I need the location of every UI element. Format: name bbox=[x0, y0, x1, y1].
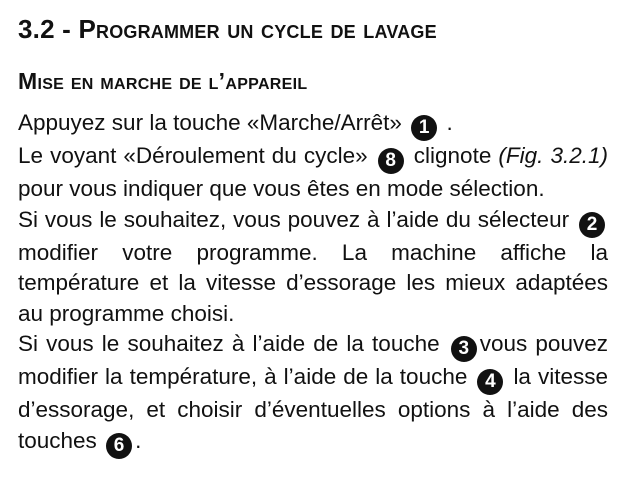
text: Si vous le souhaitez à l’aide de la touche bbox=[18, 331, 440, 356]
text: la vitesse d’essorage, et choisir d’éventuelles options à l’aide des touches bbox=[18, 364, 608, 453]
text: modifier votre programme. La machine affiche la température et la vitesse d’essorage les mieux adaptées au programme choisi. bbox=[18, 239, 608, 326]
text: . bbox=[446, 110, 453, 135]
paragraph-cycle-indicator bbox=[18, 141, 608, 205]
text: Appuyez sur la touche «Marche/Arrêt» bbox=[18, 110, 402, 135]
number-badge-6: 6 bbox=[106, 433, 132, 459]
figure-reference: (Fig. 3.2.1) bbox=[498, 143, 608, 168]
text: vous pouvez modifier la température, à l’aide de la touche bbox=[18, 331, 608, 389]
text: Si vous le souhaitez, vous pouvez à l’aide du sélecteur bbox=[18, 206, 570, 232]
section-heading: 3.2 - Programmer un cycle de lavage bbox=[18, 14, 437, 44]
number-badge-4: 4 bbox=[477, 369, 503, 395]
number-badge-3: 3 bbox=[451, 336, 477, 362]
instructions-body bbox=[18, 108, 608, 459]
text: pour vous indiquer que vous êtes en mode sélection. bbox=[18, 176, 545, 201]
text: Le voyant «Déroulement du cycle» bbox=[18, 143, 368, 168]
text: clignote bbox=[413, 143, 492, 168]
paragraph-selector bbox=[18, 205, 608, 330]
number-badge-2: 2 bbox=[579, 212, 605, 238]
paragraph-power-on bbox=[18, 108, 608, 141]
subsection-heading: Mise en marche de l’appareil bbox=[18, 68, 308, 94]
number-badge-8: 8 bbox=[378, 148, 404, 174]
paragraph-options bbox=[18, 329, 608, 459]
number-badge-1: 1 bbox=[411, 115, 437, 141]
text: . bbox=[135, 427, 142, 453]
